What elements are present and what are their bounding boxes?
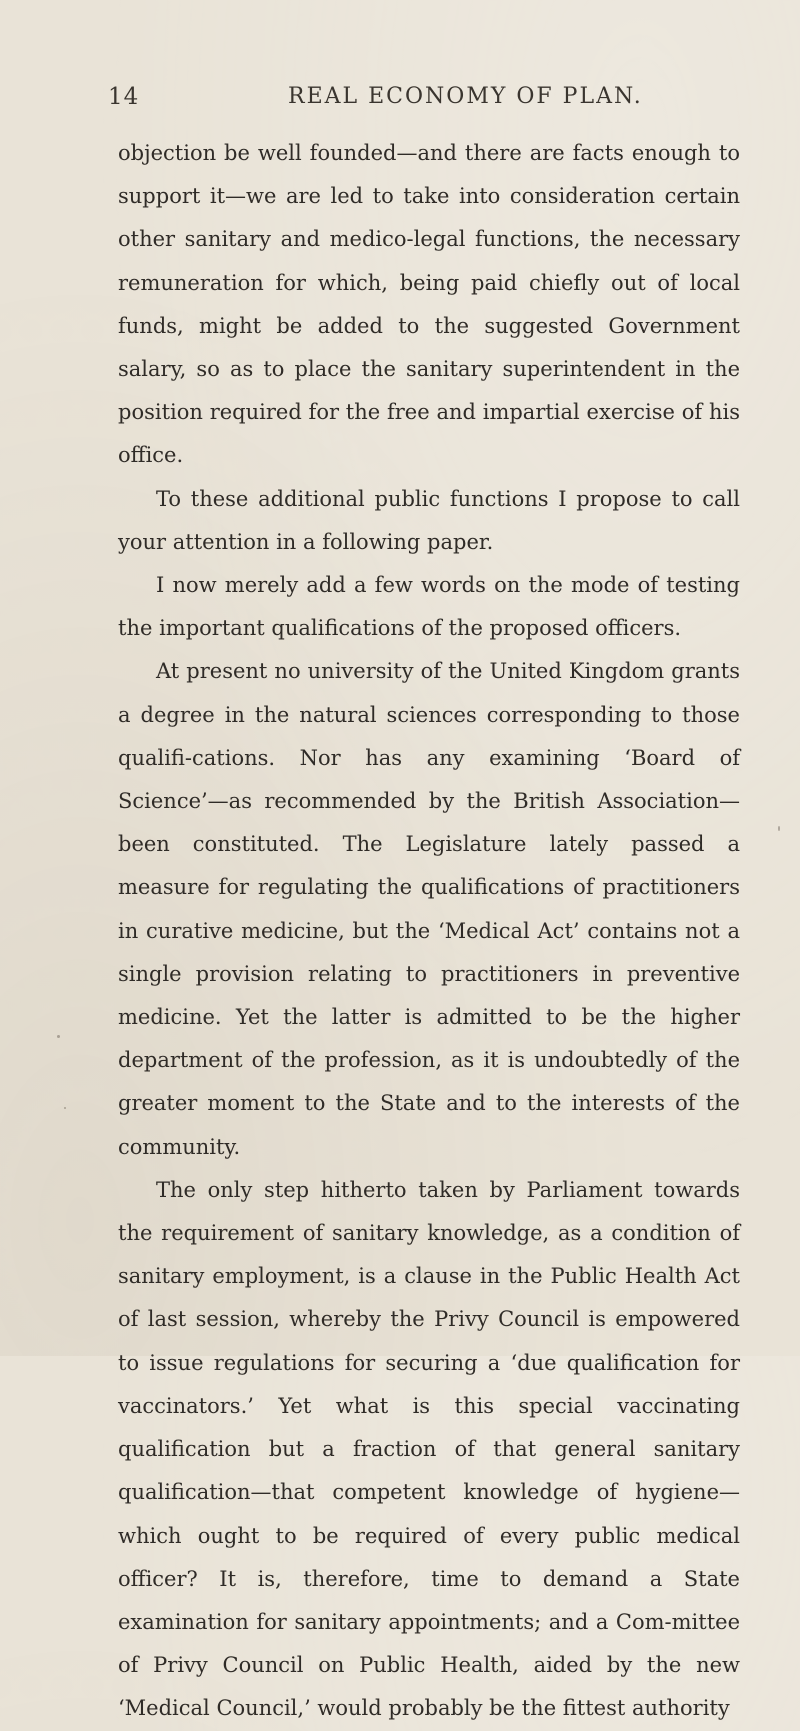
paragraph-5: The only step hitherto taken by Parliament towards the requirement of sanitary knowledge, as a condition of sanitary employment, is a clause in the Public Health Act of last session, whereby the Privy Council is empowered to issue regulations for securing a ‘due qualification for vaccinators.’ Yet what is this special vaccinating qualification but a fraction of that general sanitary qualification—that competent knowledge of hygiene—which ought to be required of every public medical officer? It is, therefore, time to demand a State examination for sanitary appointments; and a Com-mittee of Privy Council on Public Health, aided by the new ‘Medical Council,’ would probably be the fittest authority (118, 1177, 740, 1721)
page-number: 14 (108, 84, 140, 110)
body-text (118, 132, 740, 1731)
paragraph-3: I now merely add a few words on the mode of testing the important qualifications of the proposed officers. (118, 573, 740, 641)
paper-speck (64, 1107, 66, 1109)
running-head (108, 84, 740, 114)
running-head-title: REAL ECONOMY OF PLAN. (288, 84, 643, 109)
paragraph-1: objection be well founded—and there are facts enough to support it—we are led to take into consideration certain other sanitary and medico-legal functions, the necessary remuneration for which, being paid chiefly out of local funds, might be added to the suggested Government salary, so as to place the sanitary superintendent in the position required for the free and impartial exercise of his office. (118, 141, 740, 468)
paper-speck (778, 826, 780, 831)
paragraph-2: To these additional public functions I propose to call your attention in a following paper. (118, 486, 740, 554)
paragraph-4: At present no university of the United Kingdom grants a degree in the natural sciences corresponding to those qualifi-cations. Nor has any examining ‘Board of Science’—as recommended by the British Association—been constituted. The Legislature lately passed a measure for regulating the qualifications of practitioners in curative medicine, but the ‘Medical Act’ contains not a single provision relating to practitioners in preventive medicine. Yet the latter is admitted to be the higher department of the profession, as it is undoubtedly of the greater moment to the State and to the interests of the community. (118, 659, 740, 1159)
paper-speck (57, 1035, 60, 1038)
